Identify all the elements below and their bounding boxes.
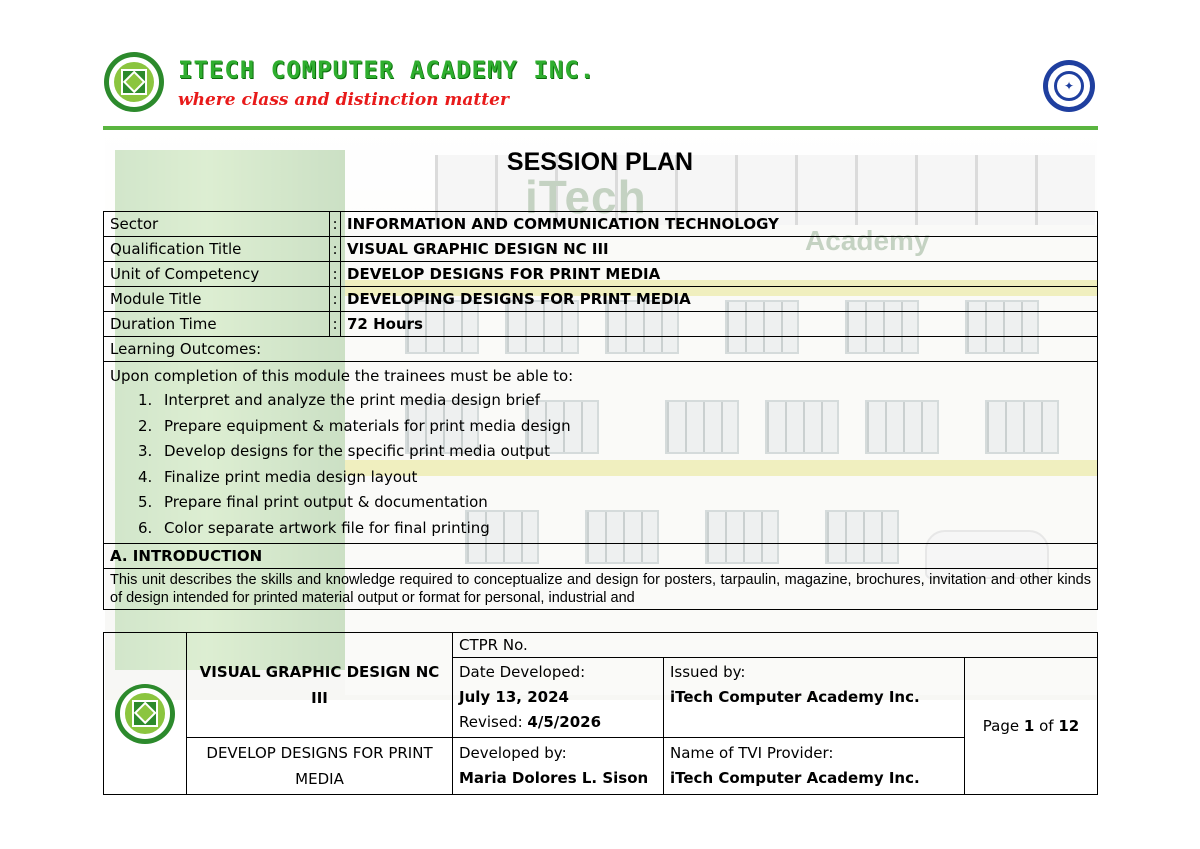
learning-outcomes-list [110,388,1091,541]
module-value: DEVELOPING DESIGNS FOR PRINT MEDIA [341,287,1098,312]
list-item: 5. Prepare final print output & documentation [138,493,488,511]
table-row [104,569,1098,610]
duration-value: 72 Hours [341,312,1098,337]
list-item: 3. Develop designs for the specific print media output [138,442,551,460]
list-item: 1. Interpret and analyze the print media design brief [138,391,541,409]
page-total: 12 [1058,717,1080,735]
colon: : [330,287,341,312]
date-developed-label: Date Developed: [459,663,586,681]
introduction-heading: A. INTRODUCTION [104,544,1098,569]
colon: : [330,237,341,262]
tvi-provider-cell [664,738,965,795]
date-developed-value: July 13, 2024 [459,688,569,706]
list-item: 6. Color separate artwork file for final printing [138,518,490,537]
qualification-value: VISUAL GRAPHIC DESIGN NC III [341,237,1098,262]
date-developed-cell [453,658,664,738]
page-current: 1 [1023,717,1035,735]
header-divider [103,126,1098,130]
table-row [104,237,1098,262]
table-row [104,212,1098,237]
colon: : [330,212,341,237]
revised-line: Revised: 4/5/2026 [459,713,602,731]
document-header [0,0,1200,135]
introduction-text: This unit describes the skills and knowledge required to conceptualize and design for posters, tarpaulin, magazine, brochures, invitation and other kinds of design intended for printed material output or format for personal, industrial and [110,572,1091,606]
table-row [104,287,1098,312]
unit-value: DEVELOP DESIGNS FOR PRINT MEDIA [341,262,1098,287]
sector-label: Sector [104,212,330,237]
page-number-cell: Page 1 of 12 [965,658,1098,795]
table-row [104,337,1098,362]
background-building-photo: iTech Academy [105,130,1097,700]
table-row [104,544,1098,569]
sector-value: INFORMATION AND COMMUNICATION TECHNOLOGY [341,212,1098,237]
tvi-provider-label: Name of TVI Provider: [670,744,834,762]
table-row [104,262,1098,287]
duration-label: Duration Time [104,312,330,337]
issued-by-label: Issued by: [670,663,746,681]
tesda-logo-icon: ✦ [1043,60,1095,112]
qualification-label: Qualification Title [104,237,330,262]
issued-by-value: iTech Computer Academy Inc. [670,688,920,706]
page-title: SESSION PLAN [506,148,694,176]
table-row [104,362,1098,544]
developed-by-cell [453,738,664,795]
school-logo-icon [104,52,164,112]
revised-value: 4/5/2026 [527,713,602,731]
issued-by-cell [664,658,965,738]
learning-outcomes-cell [104,362,1098,544]
developed-by-label: Developed by: [459,744,567,762]
ctpr-label: CTPR No. [453,633,1098,658]
document-footer-table [103,632,1098,795]
learning-outcomes-intro: Upon completion of this module the trainees must be able to: [110,367,574,385]
module-label: Module Title [104,287,330,312]
footer-logo-cell [104,633,187,795]
table-row [104,312,1098,337]
session-info-table [103,211,1098,610]
tvi-provider-value: iTech Computer Academy Inc. [670,769,920,787]
footer-unit: DEVELOP DESIGNS FOR PRINT MEDIA [187,738,453,795]
introduction-cell [104,569,1098,610]
colon: : [330,262,341,287]
school-tagline: where class and distinction matter [178,90,509,110]
school-name: ITECH COMPUTER ACADEMY INC. [178,56,596,84]
footer-qualification: VISUAL GRAPHIC DESIGN NC III [187,633,453,738]
unit-label: Unit of Competency [104,262,330,287]
list-item: 2. Prepare equipment & materials for print media design [138,416,571,435]
list-item: 4. Finalize print media design layout [138,467,418,486]
colon: : [330,312,341,337]
developed-by-value: Maria Dolores L. Sison [459,769,649,787]
learning-outcomes-heading: Learning Outcomes: [104,337,1098,362]
school-logo-icon [115,684,175,744]
